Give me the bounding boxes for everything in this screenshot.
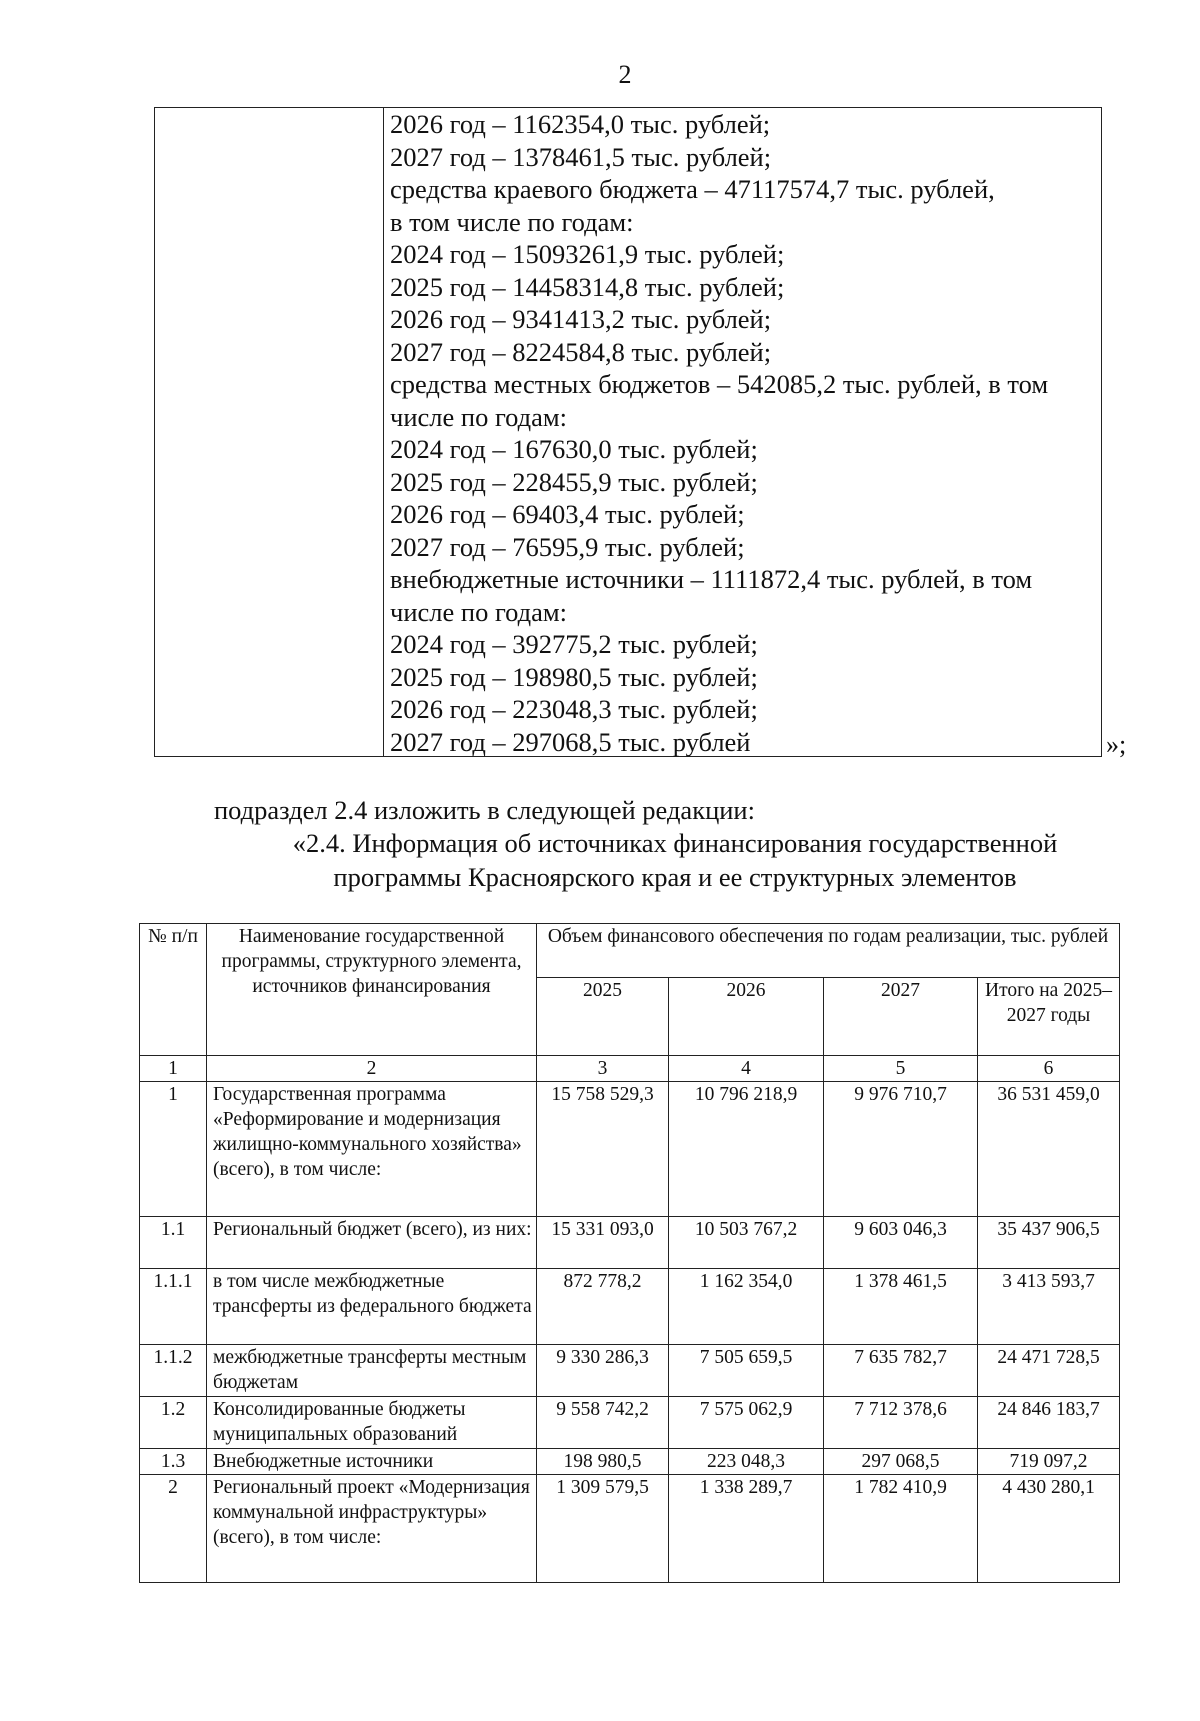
value-2027: 7 712 378,6 bbox=[824, 1397, 978, 1449]
column-number: 5 bbox=[824, 1056, 978, 1082]
value-2026: 223 048,3 bbox=[669, 1449, 824, 1475]
page-number: 2 bbox=[618, 60, 632, 89]
column-number: 4 bbox=[669, 1056, 824, 1082]
amendment-instruction: подраздел 2.4 изложить в следующей редакции: bbox=[214, 795, 755, 825]
column-number: 6 bbox=[978, 1056, 1120, 1082]
row-name: Региональный бюджет (всего), из них: bbox=[207, 1217, 537, 1269]
value-2026: 10 503 767,2 bbox=[669, 1217, 824, 1269]
table-row bbox=[140, 1345, 1120, 1397]
value-2026: 1 162 354,0 bbox=[669, 1269, 824, 1345]
value-2027: 297 068,5 bbox=[824, 1449, 978, 1475]
closing-quote-mark: »; bbox=[1106, 730, 1127, 759]
funding-line: 2026 год – 69403,4 тыс. рублей; bbox=[390, 499, 745, 529]
funding-line: внебюджетные источники – 1111872,4 тыс. рублей, в том bbox=[390, 564, 1033, 594]
funding-continuation-table bbox=[154, 107, 1102, 757]
row-number: 1.1.2 bbox=[140, 1345, 207, 1397]
column-number: 3 bbox=[537, 1056, 669, 1082]
row-name: межбюджетные трансферты местным бюджетам bbox=[207, 1345, 537, 1397]
funding-line: 2024 год – 15093261,9 тыс. рублей; bbox=[390, 239, 785, 269]
row-name: Региональный проект «Модернизация коммунальной инфраструктуры» (всего), в том числе: bbox=[207, 1475, 537, 1583]
header-number: № п/п bbox=[140, 924, 207, 1056]
value-2025: 9 330 286,3 bbox=[537, 1345, 669, 1397]
value-2027: 9 603 046,3 bbox=[824, 1217, 978, 1269]
funding-line: 2026 год – 1162354,0 тыс. рублей; bbox=[390, 109, 771, 139]
table-row bbox=[140, 1269, 1120, 1345]
value-2025: 9 558 742,2 bbox=[537, 1397, 669, 1449]
header-year-2025: 2025 bbox=[537, 978, 669, 1056]
funding-line: 2026 год – 223048,3 тыс. рублей; bbox=[390, 694, 758, 724]
value-total: 35 437 906,5 bbox=[978, 1217, 1120, 1269]
value-total: 24 846 183,7 bbox=[978, 1397, 1120, 1449]
header-name: Наименование государственной программы, структурного элемента, источников финансирования bbox=[207, 924, 537, 1056]
financing-sources-table bbox=[139, 923, 1120, 1583]
table-row bbox=[140, 1449, 1120, 1475]
column-number-row bbox=[140, 1056, 1120, 1082]
row-number: 1.1.1 bbox=[140, 1269, 207, 1345]
table-row bbox=[140, 1475, 1120, 1583]
header-year-2026: 2026 bbox=[669, 978, 824, 1056]
value-total: 3 413 593,7 bbox=[978, 1269, 1120, 1345]
value-total: 36 531 459,0 bbox=[978, 1082, 1120, 1217]
value-2025: 198 980,5 bbox=[537, 1449, 669, 1475]
value-2025: 15 758 529,3 bbox=[537, 1082, 669, 1217]
row-number: 1.2 bbox=[140, 1397, 207, 1449]
header-volume: Объем финансового обеспечения по годам реализации, тыс. рублей bbox=[537, 924, 1120, 978]
value-2026: 7 575 062,9 bbox=[669, 1397, 824, 1449]
header-total: Итого на 2025–2027 годы bbox=[978, 978, 1120, 1056]
value-2027: 9 976 710,7 bbox=[824, 1082, 978, 1217]
value-2026: 10 796 218,9 bbox=[669, 1082, 824, 1217]
funding-line: 2024 год – 392775,2 тыс. рублей; bbox=[390, 629, 758, 659]
row-number: 2 bbox=[140, 1475, 207, 1583]
value-2027: 7 635 782,7 bbox=[824, 1345, 978, 1397]
funding-line: 2027 год – 297068,5 тыс. рублей bbox=[390, 726, 751, 757]
row-name: Консолидированные бюджеты муниципальных образований bbox=[207, 1397, 537, 1449]
header-year-2027: 2027 bbox=[824, 978, 978, 1056]
row-name: в том числе межбюджетные трансферты из федерального бюджета bbox=[207, 1269, 537, 1345]
funding-line: 2027 год – 1378461,5 тыс. рублей; bbox=[390, 141, 772, 172]
value-total: 719 097,2 bbox=[978, 1449, 1120, 1475]
section-title-line: «2.4. Информация об источниках финансирования государственной bbox=[292, 828, 1058, 858]
section-title-line: программы Красноярского края и ее структурных элементов bbox=[333, 862, 1017, 892]
value-total: 4 430 280,1 bbox=[978, 1475, 1120, 1583]
funding-line: 2027 год – 8224584,8 тыс. рублей; bbox=[390, 336, 772, 367]
row-number: 1.1 bbox=[140, 1217, 207, 1269]
empty-left-cell bbox=[155, 108, 384, 756]
funding-line: в том числе по годам: bbox=[390, 206, 634, 237]
value-2025: 1 309 579,5 bbox=[537, 1475, 669, 1583]
funding-details-cell bbox=[385, 108, 1101, 756]
table-row bbox=[140, 1397, 1120, 1449]
table-row bbox=[140, 1217, 1120, 1269]
column-number: 1 bbox=[140, 1056, 207, 1082]
funding-line: 2027 год – 76595,9 тыс. рублей; bbox=[390, 531, 745, 562]
value-2027: 1 782 410,9 bbox=[824, 1475, 978, 1583]
funding-line: 2026 год – 9341413,2 тыс. рублей; bbox=[390, 304, 772, 334]
row-name: Внебюджетные источники bbox=[207, 1449, 537, 1475]
funding-line: средства краевого бюджета – 47117574,7 тыс. рублей, bbox=[390, 174, 995, 204]
funding-line: числе по годам: bbox=[390, 401, 568, 432]
funding-line: 2025 год – 228455,9 тыс. рублей; bbox=[390, 466, 758, 497]
funding-line: средства местных бюджетов – 542085,2 тыс. рублей, в том bbox=[390, 369, 1049, 399]
funding-line: 2025 год – 198980,5 тыс. рублей; bbox=[390, 661, 758, 692]
value-2026: 7 505 659,5 bbox=[669, 1345, 824, 1397]
column-number: 2 bbox=[207, 1056, 537, 1082]
funding-line: числе по годам: bbox=[390, 596, 568, 627]
funding-line: 2025 год – 14458314,8 тыс. рублей; bbox=[390, 271, 785, 302]
table-row bbox=[140, 1082, 1120, 1217]
value-total: 24 471 728,5 bbox=[978, 1345, 1120, 1397]
section-title bbox=[210, 826, 1140, 894]
value-2026: 1 338 289,7 bbox=[669, 1475, 824, 1583]
value-2027: 1 378 461,5 bbox=[824, 1269, 978, 1345]
row-number: 1 bbox=[140, 1082, 207, 1217]
value-2025: 872 778,2 bbox=[537, 1269, 669, 1345]
funding-line: 2024 год – 167630,0 тыс. рублей; bbox=[390, 434, 758, 464]
value-2025: 15 331 093,0 bbox=[537, 1217, 669, 1269]
row-number: 1.3 bbox=[140, 1449, 207, 1475]
row-name: Государственная программа «Реформирование и модернизация жилищно-коммунального хозяйства» (всего), в том числе: bbox=[207, 1082, 537, 1217]
